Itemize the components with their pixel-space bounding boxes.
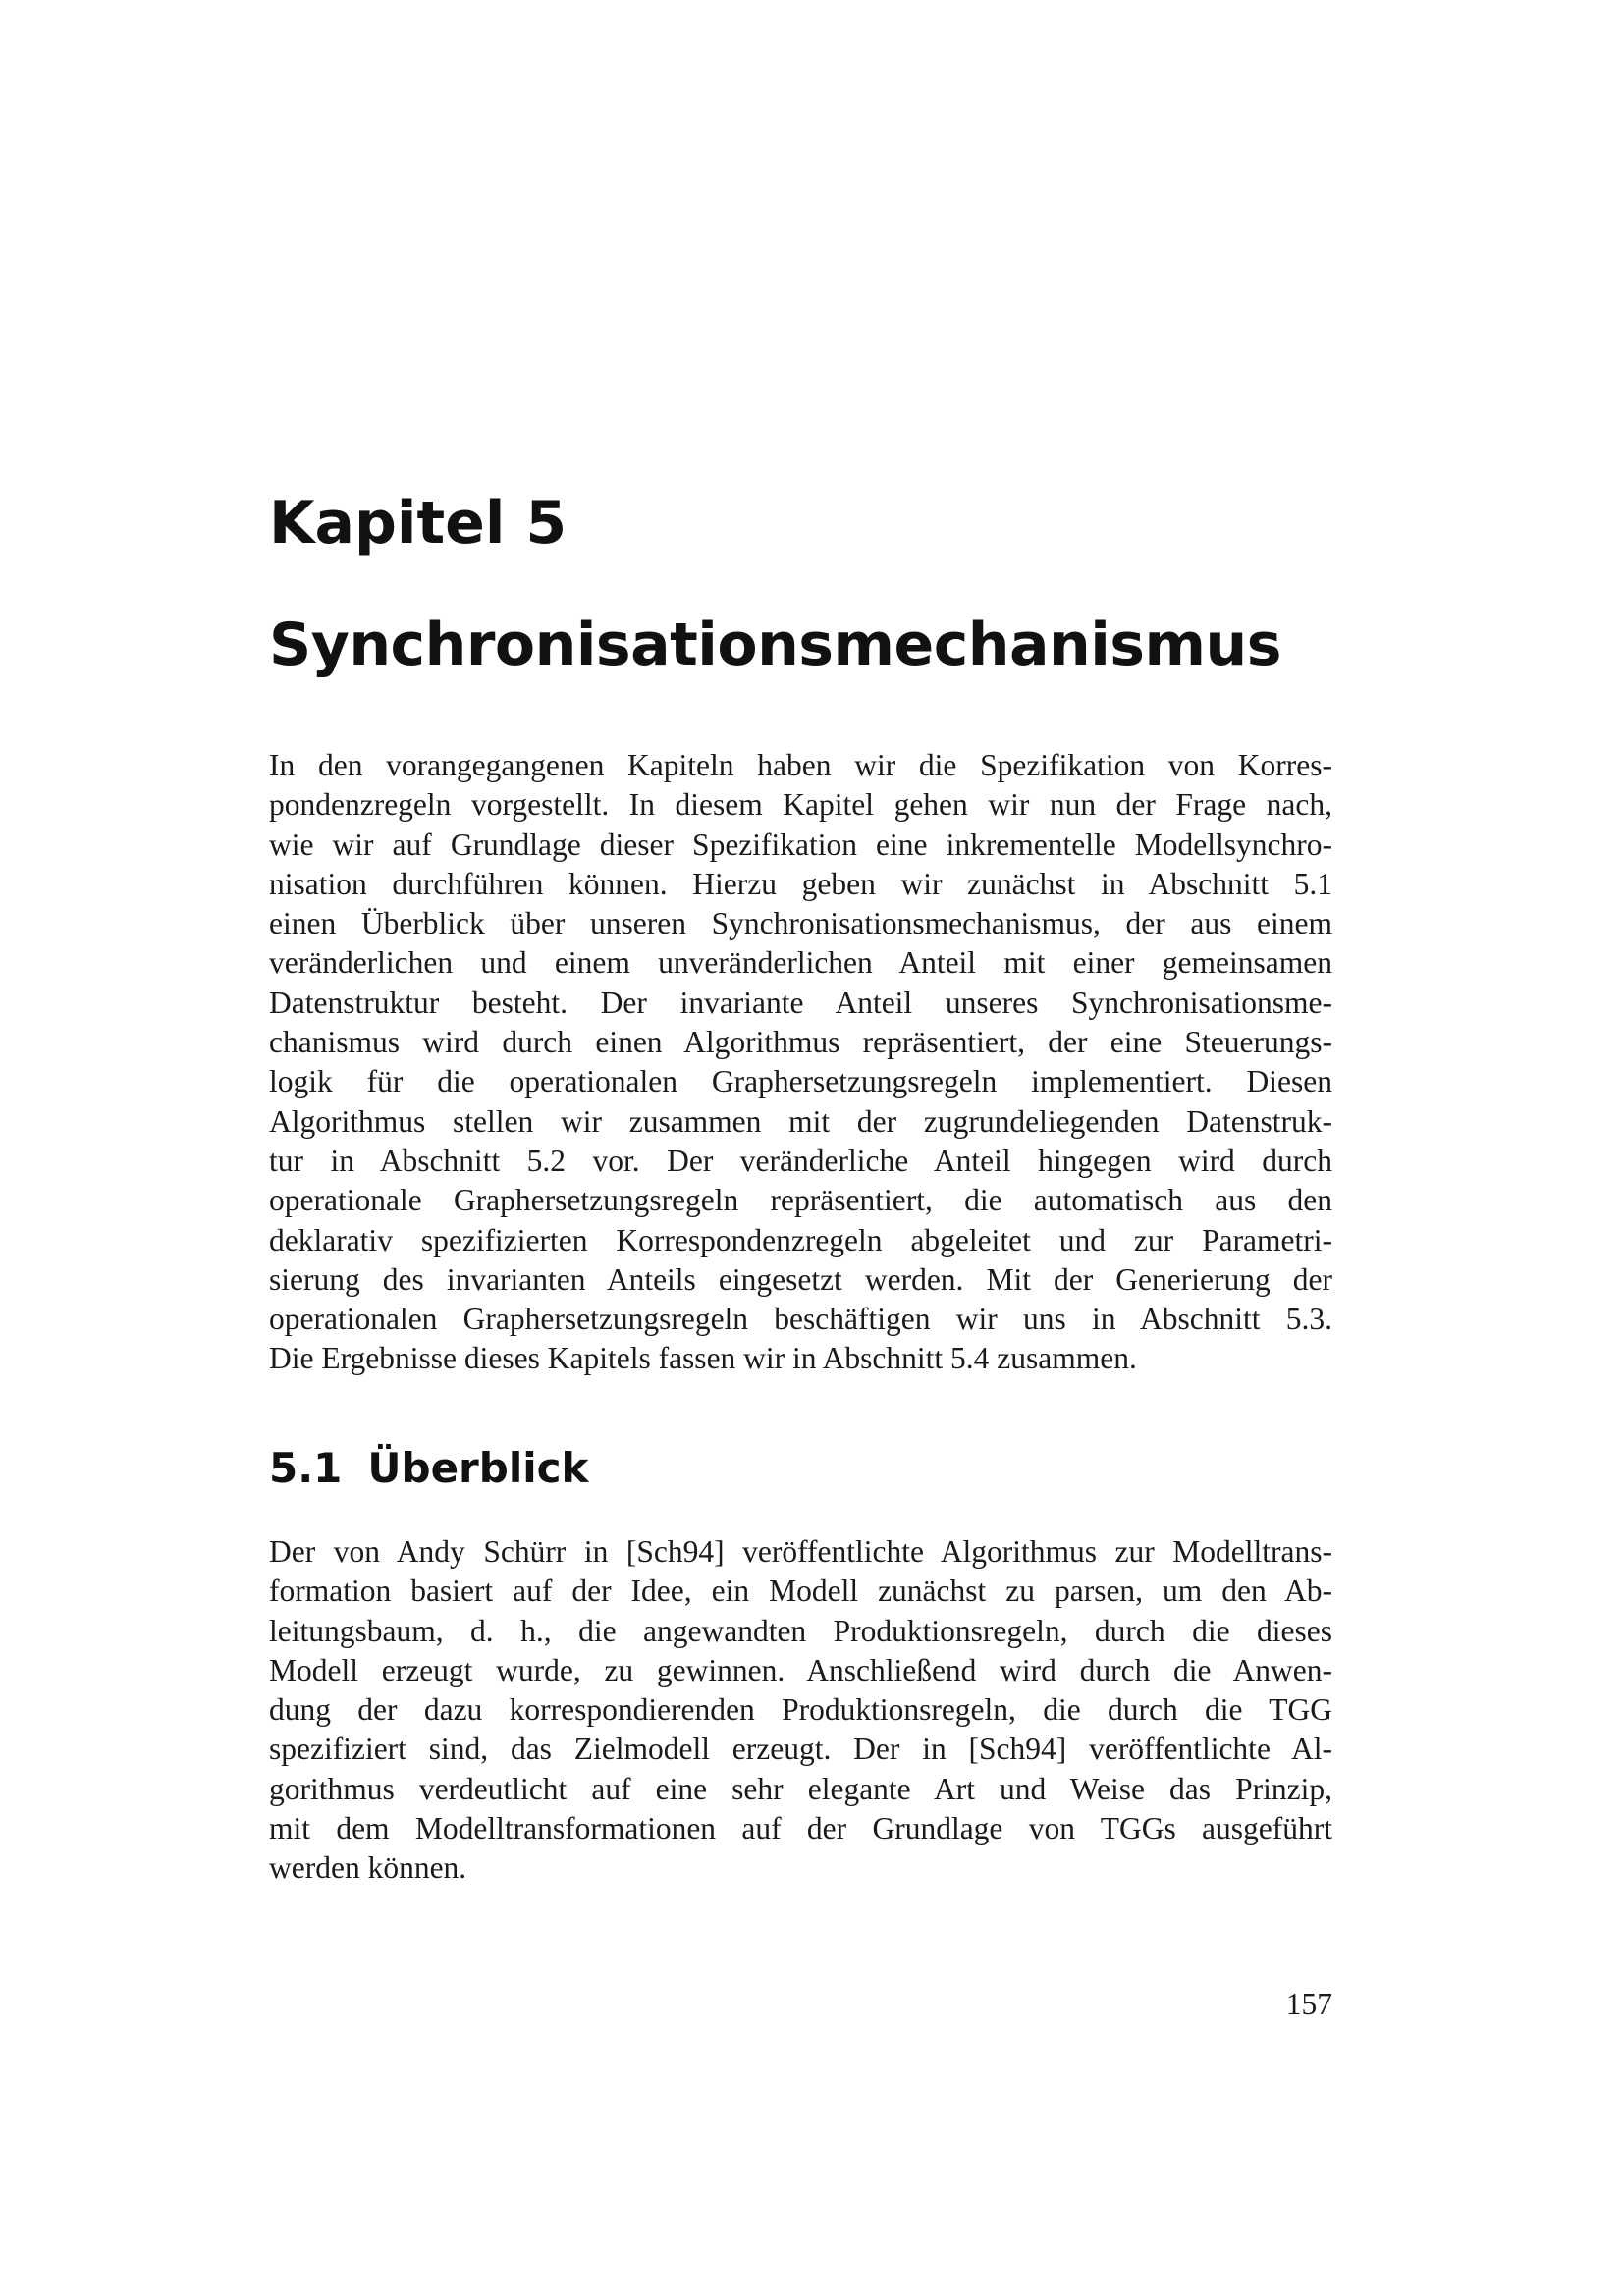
paragraph-line: pondenzregeln vorgestellt. In diesem Kapitel gehen wir nun der Frage nach, <box>269 787 1332 823</box>
section-paragraph <box>269 1532 1332 1889</box>
paragraph-line: logik für die operationalen Graphersetzungsregeln implementiert. Diesen <box>269 1064 1332 1099</box>
paragraph-line: operationalen Graphersetzungsregeln beschäftigen wir uns in Abschnitt 5.3. <box>269 1302 1332 1337</box>
paragraph-line: wie wir auf Grundlage dieser Spezifikation eine inkrementelle Modellsynchro- <box>269 827 1332 862</box>
section-heading <box>269 1439 588 1498</box>
section-title: Überblick <box>367 1444 589 1492</box>
paragraph-line: gorithmus verdeutlicht auf eine sehr elegante Art und Weise das Prinzip, <box>269 1771 1332 1806</box>
paragraph-line: chanismus wird durch einen Algorithmus repräsentiert, der eine Steuerungs- <box>269 1025 1332 1060</box>
paragraph-line: formation basiert auf der Idee, ein Modell zunächst zu parsen, um den Ab- <box>269 1574 1332 1609</box>
paragraph-line: sierung des invarianten Anteils eingesetzt werden. Mit der Generierung der <box>269 1261 1332 1297</box>
paragraph-line: mit dem Modelltransformationen auf der Grundlage von TGGs ausgeführt <box>269 1811 1332 1846</box>
paragraph-line: dung der dazu korrespondierenden Produktionsregeln, die durch die TGG <box>269 1692 1332 1728</box>
page-number: 157 <box>1285 1987 1332 2021</box>
paragraph-line: deklarativ spezifizierten Korrespondenzregeln abgeleitet und zur Parametri- <box>269 1222 1332 1257</box>
paragraph-line: veränderlichen und einem unveränderlichen Anteil mit einer gemeinsamen <box>269 945 1332 981</box>
chapter-label: Kapitel 5 <box>269 489 568 558</box>
paragraph-line: In den vorangegangenen Kapiteln haben wir die Spezifikation von Korres- <box>269 748 1332 782</box>
paragraph-line: leitungsbaum, d. h., die angewandten Produktionsregeln, durch die dieses <box>269 1613 1332 1648</box>
paragraph-line: einen Überblick über unseren Synchronisationsmechanismus, der aus einem <box>269 906 1332 941</box>
paragraph-line: tur in Abschnitt 5.2 vor. Der veränderliche Anteil hingegen wird durch <box>269 1143 1332 1178</box>
paragraph-line: operationale Graphersetzungsregeln repräsentiert, die automatisch aus den <box>269 1183 1332 1218</box>
intro-paragraph <box>269 746 1332 1379</box>
paragraph-line: Die Ergebnisse dieses Kapitels fassen wir in Abschnitt 5.4 zusammen. <box>269 1341 1137 1376</box>
section-number: 5.1 <box>269 1444 343 1492</box>
paragraph-line: Algorithmus stellen wir zusammen mit der zugrundeliegenden Datenstruk- <box>269 1103 1332 1139</box>
paragraph-line: Der von Andy Schürr in [Sch94] veröffentlichte Algorithmus zur Modelltrans- <box>269 1534 1332 1569</box>
paragraph-line: Modell erzeugt wurde, zu gewinnen. Anschließend wird durch die Anwen- <box>269 1652 1332 1687</box>
paragraph-line: werden können. <box>269 1850 467 1886</box>
paragraph-line: spezifiziert sind, das Zielmodell erzeugt. Der in [Sch94] veröffentlichte Al- <box>269 1732 1332 1767</box>
paragraph-line: Datenstruktur besteht. Der invariante Anteil unseres Synchronisationsme- <box>269 985 1332 1020</box>
chapter-title: Synchronisationsmechanismus <box>269 611 1281 679</box>
paragraph-line: nisation durchführen können. Hierzu geben wir zunächst in Abschnitt 5.1 <box>269 866 1332 901</box>
